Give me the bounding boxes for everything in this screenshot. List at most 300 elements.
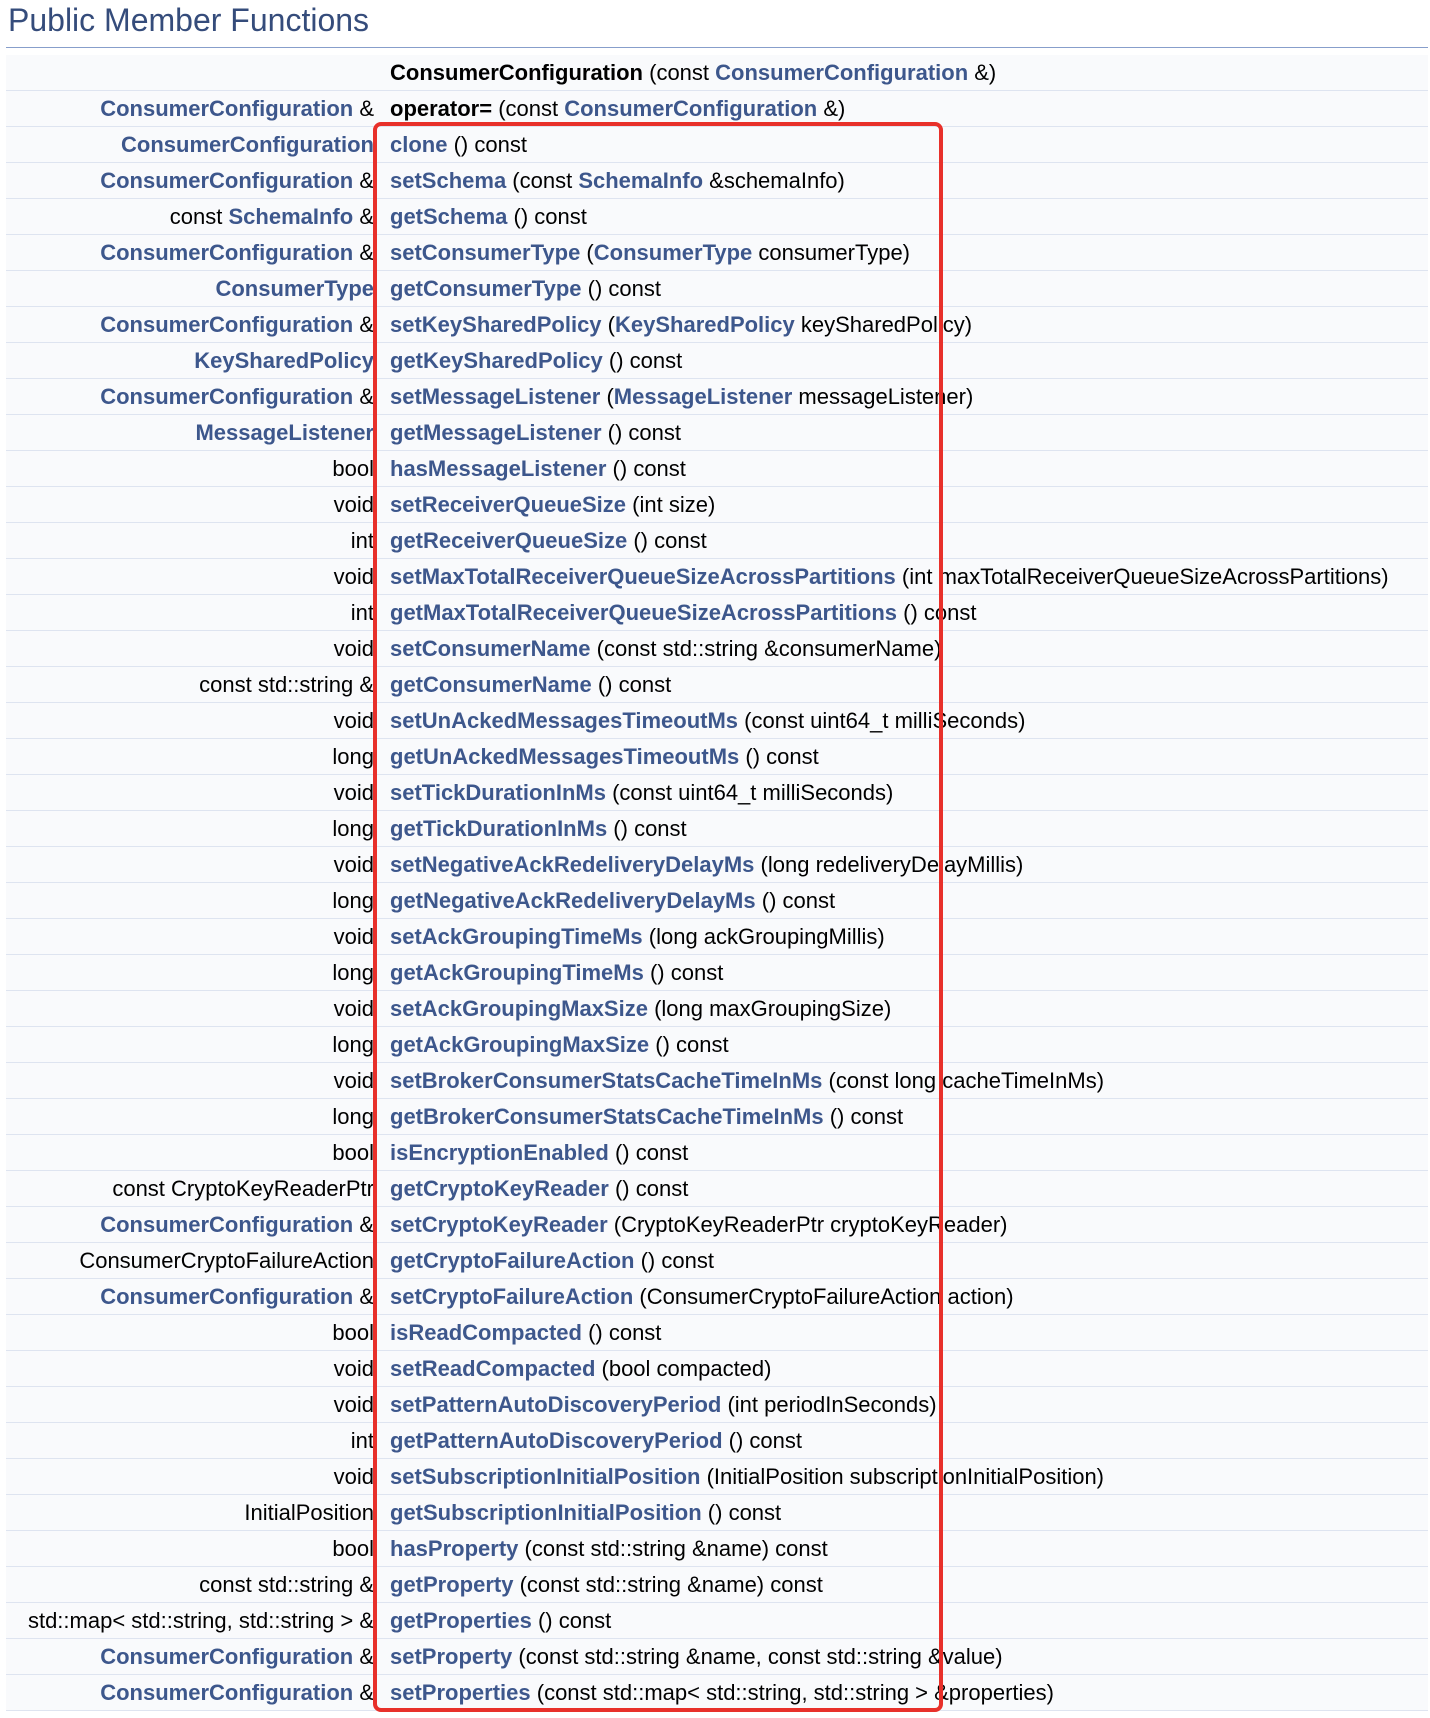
function-signature	[390, 1423, 802, 1458]
function-name-link[interactable]: getReceiverQueueSize	[390, 528, 628, 553]
function-name-link[interactable]: getAckGroupingTimeMs	[390, 960, 644, 985]
type-text: std::map< std::string, std::string > &	[27, 1608, 374, 1633]
param-text: () const	[897, 600, 977, 625]
param-text: () const	[755, 888, 836, 913]
function-signature	[390, 199, 587, 234]
member-row	[6, 1027, 1428, 1063]
param-text: () const	[701, 1500, 782, 1525]
return-type	[332, 1027, 374, 1062]
function-name-link[interactable]: getSubscriptionInitialPosition	[390, 1500, 702, 1525]
type-link[interactable]: ConsumerConfiguration	[100, 1284, 354, 1309]
function-name-link: operator=	[390, 96, 493, 121]
member-row	[6, 739, 1428, 775]
param-text: (const std::string &name) const	[518, 1536, 828, 1561]
type-link[interactable]: ConsumerConfiguration	[121, 132, 374, 157]
type-text: &	[353, 168, 374, 193]
member-row	[6, 1423, 1428, 1459]
function-signature	[390, 271, 661, 306]
function-signature	[390, 559, 1389, 594]
param-text: (const std::string &consumerName)	[590, 636, 942, 661]
param-text: (const std::string &name, const std::string &value)	[512, 1644, 1003, 1669]
param-text: (const uint64_t milliSeconds)	[738, 708, 1026, 733]
param-text: (int periodInSeconds)	[721, 1392, 937, 1417]
function-name-link[interactable]: setMessageListener	[390, 384, 601, 409]
function-name-link[interactable]: setReceiverQueueSize	[390, 492, 627, 517]
type-text: void	[333, 852, 374, 877]
function-name-link[interactable]: getConsumerType	[390, 276, 582, 301]
param-type-link[interactable]: KeySharedPolicy	[615, 312, 795, 337]
param-type-link[interactable]: MessageListener	[613, 384, 793, 409]
return-type	[334, 1459, 374, 1494]
member-row	[6, 91, 1428, 127]
param-text: messageListener)	[792, 384, 974, 409]
member-row	[6, 919, 1428, 955]
member-row	[6, 703, 1428, 739]
return-type	[244, 1495, 374, 1530]
function-signature	[390, 955, 723, 990]
function-signature	[390, 991, 891, 1026]
type-text: long	[332, 744, 374, 769]
member-row	[6, 1387, 1428, 1423]
member-row	[6, 1243, 1428, 1279]
function-signature	[390, 1279, 1014, 1314]
member-row	[6, 1315, 1428, 1351]
function-signature	[390, 1387, 937, 1422]
title-divider	[6, 47, 1428, 48]
member-row	[6, 1675, 1428, 1711]
member-row	[6, 1531, 1428, 1567]
param-text: (const uint64_t milliSeconds)	[605, 780, 894, 805]
return-type	[100, 1279, 374, 1314]
member-row	[6, 1207, 1428, 1243]
return-type	[332, 739, 374, 774]
member-row	[6, 1495, 1428, 1531]
type-text: &	[353, 384, 374, 409]
function-signature	[390, 919, 885, 954]
function-signature	[390, 1027, 729, 1062]
function-name-link[interactable]: getCryptoKeyReader	[390, 1176, 609, 1201]
type-text: long	[332, 816, 374, 841]
return-type	[100, 163, 374, 198]
return-type	[199, 667, 374, 702]
type-text: void	[333, 492, 374, 517]
return-type	[332, 955, 374, 990]
function-signature	[390, 1171, 688, 1206]
type-text: void	[333, 1392, 374, 1417]
return-type	[170, 199, 374, 234]
param-text: (ConsumerCryptoFailureAction action)	[633, 1284, 1014, 1309]
section-title: Public Member Functions	[8, 2, 370, 38]
member-row	[6, 1603, 1428, 1639]
function-name-link[interactable]: setSchema	[390, 168, 507, 193]
param-text: (const long cacheTimeInMs)	[822, 1068, 1105, 1093]
param-text: () const	[607, 816, 687, 841]
function-signature	[390, 1315, 661, 1350]
member-row	[6, 343, 1428, 379]
function-signature	[390, 1675, 1054, 1710]
function-name-link[interactable]: setUnAckedMessagesTimeoutMs	[390, 708, 739, 733]
type-text: long	[332, 1032, 374, 1057]
type-text: const std::string &	[199, 672, 374, 697]
member-row	[6, 307, 1428, 343]
function-name-link[interactable]: setProperty	[390, 1644, 513, 1669]
return-type	[351, 523, 374, 558]
function-name-link[interactable]: setSubscriptionInitialPosition	[390, 1464, 701, 1489]
type-text: bool	[332, 1320, 374, 1345]
type-text: bool	[332, 456, 374, 481]
type-link[interactable]: KeySharedPolicy	[194, 348, 374, 373]
function-signature	[390, 1495, 781, 1530]
type-text: ConsumerCryptoFailureAction	[79, 1248, 374, 1273]
member-row	[6, 127, 1428, 163]
param-text: &)	[968, 60, 997, 85]
member-row	[6, 415, 1428, 451]
member-row	[6, 1639, 1428, 1675]
type-link[interactable]: ConsumerConfiguration	[100, 312, 354, 337]
member-row	[6, 1459, 1428, 1495]
function-signature	[390, 235, 910, 270]
param-text: (bool compacted)	[595, 1356, 772, 1381]
return-type	[334, 1063, 374, 1098]
return-type	[100, 379, 374, 414]
param-text: (	[600, 384, 614, 409]
param-text: () const	[823, 1104, 904, 1129]
function-name-link[interactable]: setNegativeAckRedeliveryDelayMs	[390, 852, 755, 877]
return-type	[351, 1423, 374, 1458]
param-text: () const	[601, 420, 681, 445]
return-type	[334, 1387, 374, 1422]
function-name-link[interactable]: setAckGroupingTimeMs	[390, 924, 643, 949]
function-name-link: ConsumerConfiguration	[390, 60, 643, 85]
type-text: int	[350, 600, 374, 625]
function-name-link[interactable]: setAckGroupingMaxSize	[390, 996, 648, 1021]
return-type	[112, 1171, 374, 1206]
param-text: (CryptoKeyReaderPtr cryptoKeyReader)	[607, 1212, 1008, 1237]
param-text: (InitialPosition subscriptionInitialPosition)	[700, 1464, 1105, 1489]
return-type	[28, 1603, 374, 1638]
param-type-link[interactable]: ConsumerType	[593, 240, 753, 265]
member-row	[6, 1171, 1428, 1207]
param-text: () const	[627, 528, 707, 553]
type-text: InitialPosition	[244, 1500, 374, 1525]
type-text: long	[332, 888, 374, 913]
type-text: long	[332, 1104, 374, 1129]
function-name-link[interactable]: getProperty	[390, 1572, 514, 1597]
type-link[interactable]: ConsumerConfiguration	[100, 1212, 354, 1237]
function-name-link[interactable]: getNegativeAckRedeliveryDelayMs	[390, 888, 756, 913]
type-text: void	[333, 1356, 374, 1381]
function-name-link[interactable]: setConsumerName	[390, 636, 591, 661]
member-row	[6, 559, 1428, 595]
param-text: (	[601, 312, 615, 337]
member-row	[6, 379, 1428, 415]
function-signature	[390, 883, 835, 918]
member-row	[6, 199, 1428, 235]
return-type	[100, 1639, 374, 1674]
return-type	[199, 1567, 374, 1602]
param-text: () const	[634, 1248, 714, 1273]
function-name-link[interactable]: setConsumerType	[390, 240, 581, 265]
return-type	[332, 1531, 374, 1566]
type-text: int	[350, 528, 374, 553]
type-text: &	[353, 96, 374, 121]
return-type	[79, 1243, 374, 1278]
return-type	[351, 595, 374, 630]
member-row	[6, 1063, 1428, 1099]
type-text: const	[169, 204, 229, 229]
function-signature	[390, 703, 1025, 738]
param-text: () const	[591, 672, 672, 697]
function-signature	[390, 739, 819, 774]
function-signature	[390, 163, 845, 198]
function-signature	[390, 1567, 823, 1602]
member-row	[6, 991, 1428, 1027]
function-name-link[interactable]: getKeySharedPolicy	[390, 348, 603, 373]
type-text: &	[353, 1644, 374, 1669]
return-type	[100, 235, 374, 270]
function-name-link[interactable]: clone	[390, 132, 448, 157]
param-text: () const	[649, 1032, 729, 1057]
param-text: () const	[739, 744, 819, 769]
function-signature	[390, 1351, 771, 1386]
function-signature	[390, 1207, 1007, 1242]
return-type	[334, 847, 374, 882]
type-link[interactable]: SchemaInfo	[228, 204, 354, 229]
param-text: (const std::string &name) const	[513, 1572, 823, 1597]
return-type	[334, 559, 374, 594]
function-name-link[interactable]: hasProperty	[390, 1536, 519, 1561]
function-name-link[interactable]: setBrokerConsumerStatsCacheTimeInMs	[390, 1068, 823, 1093]
function-signature	[390, 1639, 1003, 1674]
type-text: &	[353, 1284, 374, 1309]
param-text: (	[580, 240, 594, 265]
return-type	[334, 487, 374, 522]
member-row	[6, 595, 1428, 631]
param-text: () const	[507, 204, 587, 229]
member-functions-table	[6, 55, 1428, 1711]
type-text: int	[350, 1428, 374, 1453]
function-signature	[390, 415, 681, 450]
return-type	[334, 703, 374, 738]
function-name-link[interactable]: setKeySharedPolicy	[390, 312, 602, 337]
param-text: (int size)	[626, 492, 716, 517]
function-signature	[390, 127, 527, 162]
function-signature	[390, 775, 893, 810]
member-row	[6, 775, 1428, 811]
return-type	[332, 1135, 374, 1170]
return-type	[332, 451, 374, 486]
type-text: void	[333, 1464, 374, 1489]
return-type	[334, 1351, 374, 1386]
function-name-link[interactable]: getMessageListener	[390, 420, 602, 445]
member-row	[6, 631, 1428, 667]
type-text: bool	[332, 1536, 374, 1561]
type-link[interactable]: ConsumerConfiguration	[100, 384, 354, 409]
param-text: (long ackGroupingMillis)	[642, 924, 885, 949]
function-name-link[interactable]: getUnAckedMessagesTimeoutMs	[390, 744, 740, 769]
function-signature	[390, 307, 972, 342]
param-text: () const	[606, 456, 686, 481]
function-signature	[390, 1531, 828, 1566]
param-type-link[interactable]: SchemaInfo	[578, 168, 704, 193]
param-text: consumerType)	[752, 240, 911, 265]
param-text: (long redeliveryDelayMillis)	[754, 852, 1024, 877]
type-link[interactable]: ConsumerConfiguration	[100, 168, 354, 193]
member-row	[6, 811, 1428, 847]
param-text: (const	[643, 60, 716, 85]
function-signature	[390, 1243, 714, 1278]
member-row	[6, 523, 1428, 559]
param-text: (const std::map< std::string, std::string > &properties)	[530, 1680, 1054, 1705]
member-row	[6, 955, 1428, 991]
member-row	[6, 1351, 1428, 1387]
return-type	[334, 775, 374, 810]
type-text: void	[333, 564, 374, 589]
function-signature	[390, 451, 686, 486]
type-text: const CryptoKeyReaderPtr	[112, 1176, 374, 1201]
param-text: () const	[608, 1140, 689, 1165]
function-name-link[interactable]: setCryptoKeyReader	[390, 1212, 608, 1237]
type-text: void	[333, 1068, 374, 1093]
function-signature	[390, 1135, 688, 1170]
param-text: keySharedPolicy)	[794, 312, 973, 337]
return-type	[195, 415, 374, 450]
return-type	[334, 919, 374, 954]
type-link[interactable]: ConsumerConfiguration	[100, 96, 354, 121]
type-text: &	[353, 204, 374, 229]
function-signature	[390, 487, 715, 522]
type-link[interactable]: ConsumerConfiguration	[100, 1680, 354, 1705]
member-row	[6, 55, 1428, 91]
return-type	[100, 1675, 374, 1710]
return-type	[121, 127, 374, 162]
member-row	[6, 487, 1428, 523]
return-type	[100, 307, 374, 342]
function-name-link[interactable]: setPatternAutoDiscoveryPeriod	[390, 1392, 722, 1417]
return-type	[194, 343, 374, 378]
param-text: () const	[581, 276, 661, 301]
param-text: (const	[492, 96, 565, 121]
function-signature	[390, 595, 976, 630]
type-text: void	[333, 636, 374, 661]
type-text: long	[332, 960, 374, 985]
param-text: () const	[581, 1320, 662, 1345]
function-name-link[interactable]: getCryptoFailureAction	[390, 1248, 635, 1273]
function-name-link[interactable]: setProperties	[390, 1680, 531, 1705]
return-type	[334, 991, 374, 1026]
type-text: &	[353, 240, 374, 265]
param-text: () const	[447, 132, 527, 157]
member-row	[6, 1279, 1428, 1315]
param-text: &schemaInfo)	[703, 168, 845, 193]
param-text: (const	[506, 168, 579, 193]
return-type	[332, 883, 374, 918]
return-type	[334, 631, 374, 666]
type-text: bool	[332, 1140, 374, 1165]
return-type	[100, 1207, 374, 1242]
param-text: (long maxGroupingSize)	[647, 996, 892, 1021]
function-signature	[390, 1459, 1104, 1494]
function-signature	[390, 379, 973, 414]
function-signature	[390, 1063, 1104, 1098]
function-name-link[interactable]: getProperties	[390, 1608, 532, 1633]
function-name-link[interactable]: getAckGroupingMaxSize	[390, 1032, 650, 1057]
param-text: &)	[817, 96, 846, 121]
function-signature	[390, 667, 671, 702]
member-row	[6, 163, 1428, 199]
type-link[interactable]: ConsumerConfiguration	[100, 240, 354, 265]
return-type	[215, 271, 374, 306]
function-signature	[390, 1099, 903, 1134]
type-text: void	[333, 924, 374, 949]
function-name-link[interactable]: isEncryptionEnabled	[390, 1140, 609, 1165]
type-text: &	[353, 1680, 374, 1705]
member-row	[6, 667, 1428, 703]
function-name-link[interactable]: setTickDurationInMs	[390, 780, 606, 805]
type-link[interactable]: MessageListener	[195, 420, 374, 445]
param-type-link[interactable]: ConsumerConfiguration	[564, 96, 818, 121]
member-row	[6, 847, 1428, 883]
function-name-link[interactable]: getConsumerName	[390, 672, 592, 697]
return-type	[332, 811, 374, 846]
type-text: void	[333, 780, 374, 805]
type-text: void	[333, 708, 374, 733]
function-name-link[interactable]: setMaxTotalReceiverQueueSizeAcrossPartitions	[390, 564, 896, 589]
function-name-link[interactable]: getBrokerConsumerStatsCacheTimeInMs	[390, 1104, 824, 1129]
member-row	[6, 883, 1428, 919]
function-signature	[390, 847, 1023, 882]
function-name-link[interactable]: isReadCompacted	[390, 1320, 582, 1345]
param-text: () const	[722, 1428, 802, 1453]
param-text: () const	[602, 348, 683, 373]
type-link[interactable]: ConsumerConfiguration	[100, 1644, 354, 1669]
param-type-link[interactable]: ConsumerConfiguration	[715, 60, 969, 85]
function-name-link[interactable]: getSchema	[390, 204, 508, 229]
return-type	[100, 91, 374, 126]
function-signature	[390, 811, 687, 846]
function-signature	[390, 631, 941, 666]
member-row	[6, 271, 1428, 307]
param-text: (int maxTotalReceiverQueueSizeAcrossPartitions)	[895, 564, 1389, 589]
function-signature	[390, 343, 682, 378]
function-name-link[interactable]: getTickDurationInMs	[390, 816, 608, 841]
return-type	[332, 1315, 374, 1350]
member-row	[6, 1567, 1428, 1603]
param-text: () const	[643, 960, 724, 985]
member-row	[6, 235, 1428, 271]
function-name-link[interactable]: getPatternAutoDiscoveryPeriod	[390, 1428, 723, 1453]
type-text: void	[333, 996, 374, 1021]
function-name-link[interactable]: getMaxTotalReceiverQueueSizeAcrossPartitions	[390, 600, 897, 625]
member-row	[6, 1135, 1428, 1171]
member-row	[6, 451, 1428, 487]
return-type	[332, 1099, 374, 1134]
type-text: const std::string &	[199, 1572, 374, 1597]
function-name-link[interactable]: setCryptoFailureAction	[390, 1284, 634, 1309]
function-name-link[interactable]: setReadCompacted	[390, 1356, 596, 1381]
param-text: () const	[608, 1176, 689, 1201]
function-signature	[390, 91, 845, 126]
function-name-link[interactable]: hasMessageListener	[390, 456, 607, 481]
type-text: &	[353, 312, 374, 337]
function-signature	[390, 55, 996, 90]
param-text: () const	[531, 1608, 612, 1633]
type-link[interactable]: ConsumerType	[215, 276, 374, 301]
member-row	[6, 1099, 1428, 1135]
function-signature	[390, 1603, 611, 1638]
function-signature	[390, 523, 707, 558]
type-text: &	[353, 1212, 374, 1237]
